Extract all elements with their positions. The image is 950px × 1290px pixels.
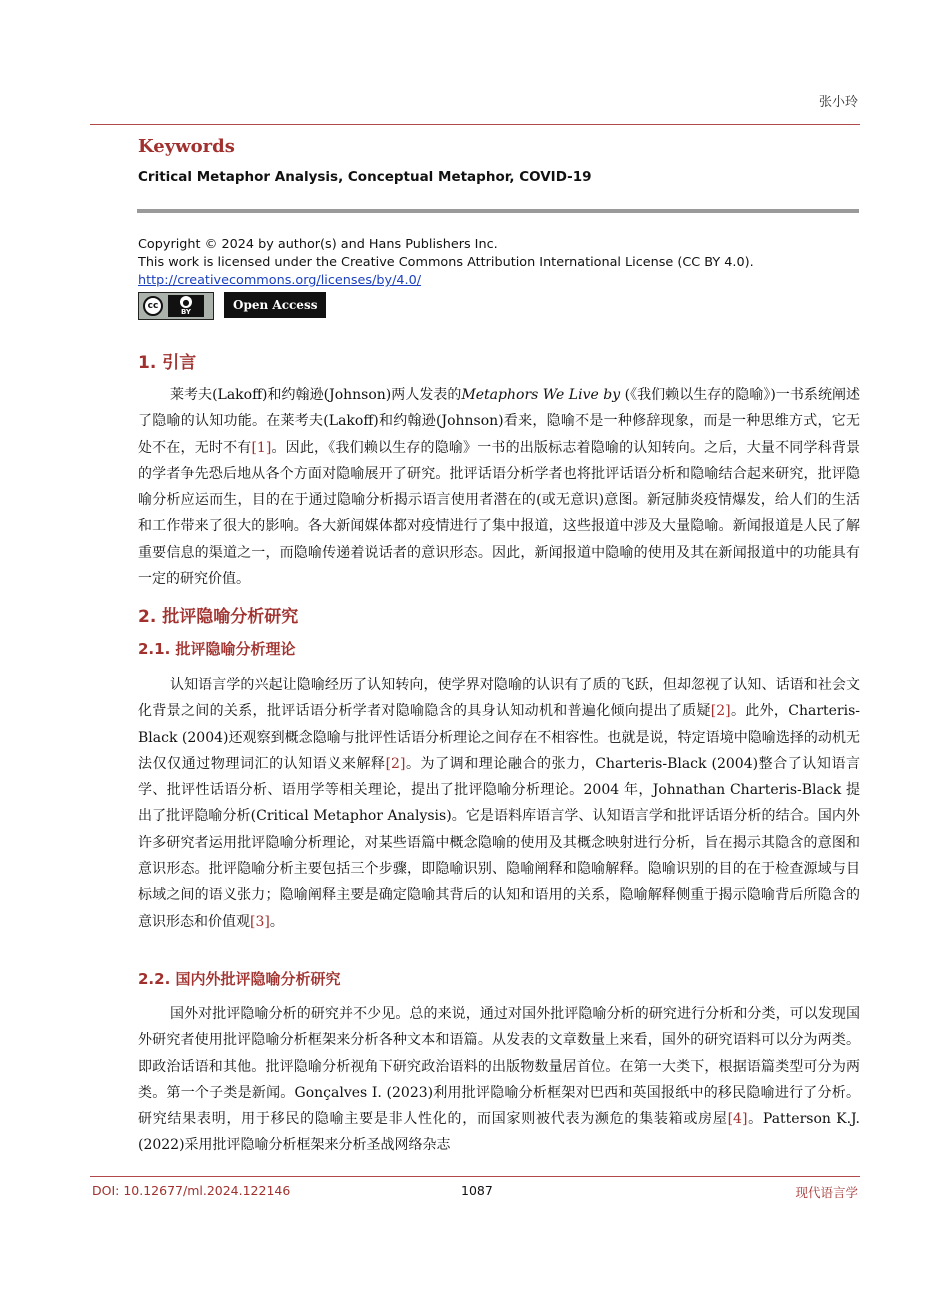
text-run: 国外对批评隐喻分析的研究并不少见。总的来说，通过对国外批评隐喻分析的研究进行分析和分类，可以发现国外研究者使用批评隐喻分析框架来分析各种文本和语篇。从发表的文章数量上来看，国外的研究语料可以分为两类。即政治话语和其他。批评隐喻分析视角下研究政治语料的出版物数量居首位。在第一大类下，根据语篇类型可分为两类。第一个子类是新闻。Gonçalves I. (2023)利用批评隐喻分析框架对巴西和英国报纸中的移民隐喻进行了分析。研究结果表明，用于移民的隐喻主要是非人性化的，而国家则被代表为濒危的集装箱或房屋 [138,1006,860,1128]
section-2-1-paragraph [138,672,860,935]
text-run: 。为了调和理论融合的张力，Charteris-Black (2004)整合了认知语言学、批评性话语分析、语用学等相关理论，提出了批评隐喻分析理论。2004 年，Johnathan Charteris-Black 提出了批评隐喻分析(Critical Metaphor Analysis)。它是语料库语言学、认知语言学和批评话语分析的结合。国内外许多研究者运用批评隐喻分析理论，对某些语篇中概念隐喻的使用及其概念映射进行分析，旨在揭示其隐含的意图和意识形态。批评隐喻分析主要包括三个步骤，即隐喻识别、隐喻阐释和隐喻解释。隐喻识别的目的在于检查源域与目标域之间的语义张力；隐喻阐释主要是确定隐喻其背后的认知和语用的关系，隐喻解释侧重于揭示隐喻背后所隐含的意识形态和价值观 [138,755,861,930]
text-run: 认知语言学的兴起让隐喻经历了认知转向，使学界对隐喻的认识有了质的飞跃，但却忽视了认知、话语和社会文化背景之间的关系，批评话语分析学者对隐喻隐含的具身认知动机和普遍化倾向提出了质疑 [138,677,860,720]
keywords-heading: Keywords [138,136,235,157]
citation-link[interactable]: [2] [385,755,406,772]
header-divider [90,124,860,125]
copyright-block [138,236,754,290]
text-run: 。因此，《我们赖以生存的隐喻》一书的出版标志着隐喻的认知转向。之后，大量不同学科背景的学者争先恐后地从各个方面对隐喻展开了研究。批评话语分析学者也将批评话语分析和隐喻结合起来研究，批评隐喻分析应运而生，目的在于通过隐喻分析揭示语言使用者潜在的(或无意识)意图。新冠肺炎疫情爆发，给人们的生活和工作带来了很大的影响。各大新闻媒体都对疫情进行了集中报道，这些报道中涉及大量隐喻。新闻报道是人民了解重要信息的渠道之一，而隐喻传递着说话者的意识形态。因此，新闻报道中隐喻的使用及其在新闻报道中的功能具有一定的研究价值。 [138,439,861,588]
section-2-heading: 2. 批评隐喻分析研究 [138,607,299,627]
license-badges [138,292,326,320]
section-2-2-heading: 2.2. 国内外批评隐喻分析研究 [138,970,341,988]
citation-link[interactable]: [2] [710,703,731,720]
running-header-author: 张小玲 [818,95,858,110]
license-link[interactable]: http://creativecommons.org/licenses/by/4.0/ [138,273,422,288]
footer-doi[interactable]: DOI: 10.12677/ml.2024.122146 [92,1183,291,1198]
cc-icon: cc [143,296,163,316]
by-icon [168,295,204,317]
citation-link[interactable]: [3] [250,913,270,930]
open-access-badge: Open Access [224,292,326,318]
page-number: 1087 [461,1183,493,1198]
keywords-divider [137,209,859,213]
by-label: BY [180,308,192,316]
footer-divider [90,1176,860,1177]
text-run: (《我们赖以生存的隐喻》)一书系统阐述了隐喻的认知功能。在莱考夫(Lakoff)和约翰逊(Johnson)看来，隐喻不是一种修辞现象，而是一种思维方式，它无处不在，无时不有 [138,387,861,456]
text-run: 莱考夫(Lakoff)和约翰逊(Johnson)两人发表的 [170,387,462,403]
citation-link[interactable]: [1] [251,439,272,456]
person-icon: ● [180,296,192,308]
section-2-1-heading: 2.1. 批评隐喻分析理论 [138,640,296,658]
text-run: 。此外，Charteris-Black (2004)还观察到概念隐喻与批评性话语分析理论之间存在不相容性。也就是说，特定语境中隐喻选择的动机无法仅仅通过物理词汇的认知语义来解释 [138,703,861,772]
text-run: 。 [269,913,284,930]
copyright-line: Copyright © 2024 by author(s) and Hans Publishers Inc. [138,237,498,252]
keywords-list: Critical Metaphor Analysis, Conceptual Metaphor, COVID-19 [138,169,592,185]
cc-by-badge[interactable] [138,292,214,320]
book-title-italic: Metaphors We Live by [461,387,621,403]
footer-journal: 现代语言学 [795,1185,858,1200]
text-run: 。Patterson K.J. (2022)采用批评隐喻分析框架来分析圣战网络杂志 [138,1111,860,1154]
citation-link[interactable]: [4] [727,1111,748,1128]
section-2-2-paragraph [138,1001,860,1159]
license-line: This work is licensed under the Creative Commons Attribution International License (CC BY 4.0). [138,255,754,270]
section-1-paragraph [138,382,860,592]
section-1-heading: 1. 引言 [138,353,197,373]
